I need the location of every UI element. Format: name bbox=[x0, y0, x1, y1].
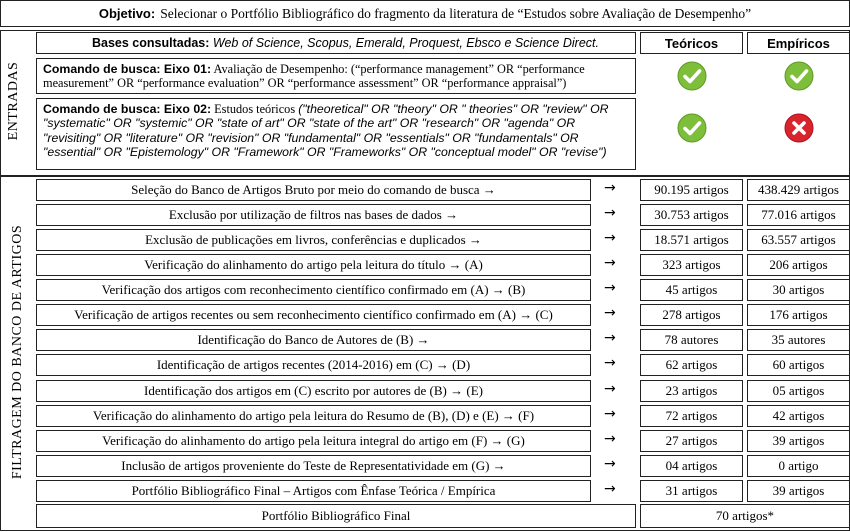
empirical-count bbox=[747, 254, 850, 276]
arrow-icon: → bbox=[604, 330, 616, 346]
empirical-count bbox=[747, 354, 850, 376]
empirical-count-value: 60 artigos bbox=[772, 357, 825, 372]
empirical-count-value: 77.016 artigos bbox=[761, 207, 836, 222]
objective-text: Selecionar o Portfólio Bibliográfico do fragmento da literatura de “Estudos sobre Avaliação de Desempenho” bbox=[160, 5, 752, 21]
col-header-theoretical: Teóricos bbox=[640, 32, 743, 54]
empirical-count bbox=[747, 179, 850, 201]
filter-step-label: Inclusão de artigos proveniente do Teste de Representatividade em (G) → bbox=[121, 458, 506, 473]
filter-step-box bbox=[36, 229, 591, 251]
filter-step-box bbox=[36, 480, 591, 502]
filter-step-box bbox=[36, 354, 591, 376]
arrow-icon: → bbox=[604, 180, 616, 196]
filter-step-label: Verificação do alinhamento do artigo pela leitura integral do artigo em (F) → (G) bbox=[102, 433, 525, 448]
axis2-label: Comando de busca: Eixo 02: bbox=[43, 102, 212, 116]
theoretical-count-value: 78 autores bbox=[664, 332, 719, 347]
filter-step-box bbox=[36, 279, 591, 301]
col-header-empirical: Empíricos bbox=[747, 32, 850, 54]
empirical-count-value: 63.557 artigos bbox=[761, 232, 836, 247]
objective-label: Objetivo: bbox=[98, 6, 156, 21]
theoretical-count bbox=[640, 480, 743, 502]
theoretical-count-value: 30.753 artigos bbox=[654, 207, 729, 222]
empirical-count-value: 42 artigos bbox=[772, 408, 825, 423]
theoretical-count bbox=[640, 380, 743, 402]
axis1-box bbox=[36, 58, 636, 94]
axis2-box bbox=[36, 98, 636, 170]
theoretical-count-value: 27 artigos bbox=[665, 433, 718, 448]
filter-step-label: Seleção do Banco de Artigos Bruto por meio do comando de busca → bbox=[131, 182, 496, 197]
theoretical-count bbox=[640, 354, 743, 376]
filter-step-box bbox=[36, 380, 591, 402]
filter-step-label: Identificação de artigos recentes (2014-2016) em (C) → (D) bbox=[156, 357, 471, 372]
check-icon bbox=[677, 113, 707, 143]
empirical-count bbox=[747, 380, 850, 402]
entradas-label: ENTRADAS bbox=[6, 61, 21, 141]
axis1-text: Avaliação de Desempenho: (“performance management” OR “performance measurement” OR “performance evaluation” OR “performance assessment” OR “performance appraisal”) bbox=[43, 62, 585, 91]
theoretical-count bbox=[640, 204, 743, 226]
empirical-count bbox=[747, 480, 850, 502]
theoretical-count-value: 72 artigos bbox=[665, 408, 718, 423]
arrow-icon: → bbox=[604, 381, 616, 397]
filter-step-box bbox=[36, 405, 591, 427]
theoretical-count-value: 23 artigos bbox=[665, 383, 718, 398]
empirical-count-value: 0 artigo bbox=[778, 458, 819, 473]
final-step-box bbox=[36, 504, 636, 528]
empirical-count bbox=[747, 430, 850, 452]
empirical-count bbox=[747, 279, 850, 301]
filter-step-label: Verificação do alinhamento do artigo pela leitura do título → (A) bbox=[144, 257, 483, 272]
filter-step-box bbox=[36, 254, 591, 276]
theoretical-count-value: 04 artigos bbox=[665, 458, 718, 473]
theoretical-count bbox=[640, 279, 743, 301]
check-icon bbox=[784, 61, 814, 91]
arrow-icon: → bbox=[604, 305, 616, 321]
empirical-count bbox=[747, 405, 850, 427]
filter-step-box bbox=[36, 329, 591, 351]
check-icon bbox=[677, 61, 707, 91]
theoretical-count-value: 45 artigos bbox=[665, 282, 718, 297]
arrow-icon: → bbox=[604, 255, 616, 271]
axis2-text: ("theoretical" OR "theory" OR " theories" OR "review" OR "systematic" OR "systemic" OR "state of art" OR "state of the art" OR "research" OR "agenda" OR "revisiting" OR "literature" OR "revision" OR "fundamental" OR "essentials" OR "fundamentals" OR "essential" OR "Epistemology" OR "Framework" OR "Frameworks" OR "conceptual model" OR "revise") bbox=[43, 102, 609, 159]
arrow-icon: → bbox=[604, 230, 616, 246]
arrow-icon: → bbox=[604, 431, 616, 447]
empirical-count-value: 05 artigos bbox=[772, 383, 825, 398]
theoretical-count-value: 62 artigos bbox=[665, 357, 718, 372]
filter-step-label: Portfólio Bibliográfico Final – Artigos com Ênfase Teórica / Empírica bbox=[131, 483, 496, 498]
filter-step-label: Exclusão por utilização de filtros nas bases de dados → bbox=[168, 207, 459, 222]
final-total bbox=[640, 504, 850, 528]
theoretical-count-value: 90.195 artigos bbox=[654, 182, 729, 197]
empirical-count bbox=[747, 329, 850, 351]
final-step-label: Portfólio Bibliográfico Final bbox=[261, 508, 411, 523]
theoretical-count-value: 31 artigos bbox=[665, 483, 718, 498]
theoretical-count-value: 278 artigos bbox=[662, 307, 721, 322]
theoretical-count-value: 18.571 artigos bbox=[654, 232, 729, 247]
filter-step-box bbox=[36, 204, 591, 226]
filter-step-label: Verificação de artigos recentes ou sem reconhecimento científico confirmado em (A) → (C) bbox=[74, 307, 553, 322]
theoretical-count bbox=[640, 430, 743, 452]
arrow-icon: → bbox=[604, 355, 616, 371]
arrow-icon: → bbox=[604, 481, 616, 497]
filter-step-label: Identificação dos artigos em (C) escrito por autores de (B) → (E) bbox=[144, 383, 483, 398]
final-total-value: 70 artigos* bbox=[715, 508, 775, 523]
theoretical-count bbox=[640, 405, 743, 427]
objective-box bbox=[0, 0, 850, 27]
bases-text: Web of Science, Scopus, Emerald, Proquest, Ebsco e Science Direct. bbox=[209, 36, 599, 50]
filtragem-label: FILTRAGEM DO BANCO DE ARTIGOS bbox=[10, 224, 25, 480]
arrow-icon: → bbox=[604, 280, 616, 296]
filter-step-label: Verificação do alinhamento do artigo pela leitura do Resumo de (B), (D) e (E) → (F) bbox=[92, 408, 535, 423]
arrow-icon: → bbox=[604, 406, 616, 422]
bases-label: Bases consultadas: bbox=[92, 36, 210, 50]
filter-step-box bbox=[36, 179, 591, 201]
empirical-count-value: 39 artigos bbox=[772, 433, 825, 448]
empirical-count-value: 206 artigos bbox=[769, 257, 828, 272]
empirical-count-value: 30 artigos bbox=[772, 282, 825, 297]
empirical-count bbox=[747, 204, 850, 226]
arrow-icon: → bbox=[604, 456, 616, 472]
theoretical-count bbox=[640, 455, 743, 477]
filter-step-box bbox=[36, 455, 591, 477]
filter-step-box bbox=[36, 430, 591, 452]
cross-icon bbox=[784, 113, 814, 143]
axis2-intro: Estudos teóricos bbox=[211, 102, 299, 116]
filter-step-label: Exclusão de publicações em livros, conferências e duplicados → bbox=[145, 232, 482, 247]
empirical-count bbox=[747, 304, 850, 326]
theoretical-count bbox=[640, 254, 743, 276]
theoretical-count bbox=[640, 179, 743, 201]
empirical-count-value: 176 artigos bbox=[769, 307, 828, 322]
axis1-label: Comando de busca: Eixo 01: bbox=[43, 62, 212, 76]
empirical-count-value: 39 artigos bbox=[772, 483, 825, 498]
theoretical-count bbox=[640, 329, 743, 351]
theoretical-count-value: 323 artigos bbox=[662, 257, 721, 272]
empirical-count bbox=[747, 455, 850, 477]
empirical-count-value: 35 autores bbox=[771, 332, 826, 347]
filter-step-label: Identificação do Banco de Autores de (B) → bbox=[197, 332, 430, 347]
filter-step-box bbox=[36, 304, 591, 326]
arrow-icon: → bbox=[604, 205, 616, 221]
empirical-count bbox=[747, 229, 850, 251]
empirical-count-value: 438.429 artigos bbox=[758, 182, 839, 197]
bases-box bbox=[36, 32, 636, 54]
theoretical-count bbox=[640, 229, 743, 251]
theoretical-count bbox=[640, 304, 743, 326]
filter-step-label: Verificação dos artigos com reconhecimento científico confirmado em (A) → (B) bbox=[101, 282, 526, 297]
